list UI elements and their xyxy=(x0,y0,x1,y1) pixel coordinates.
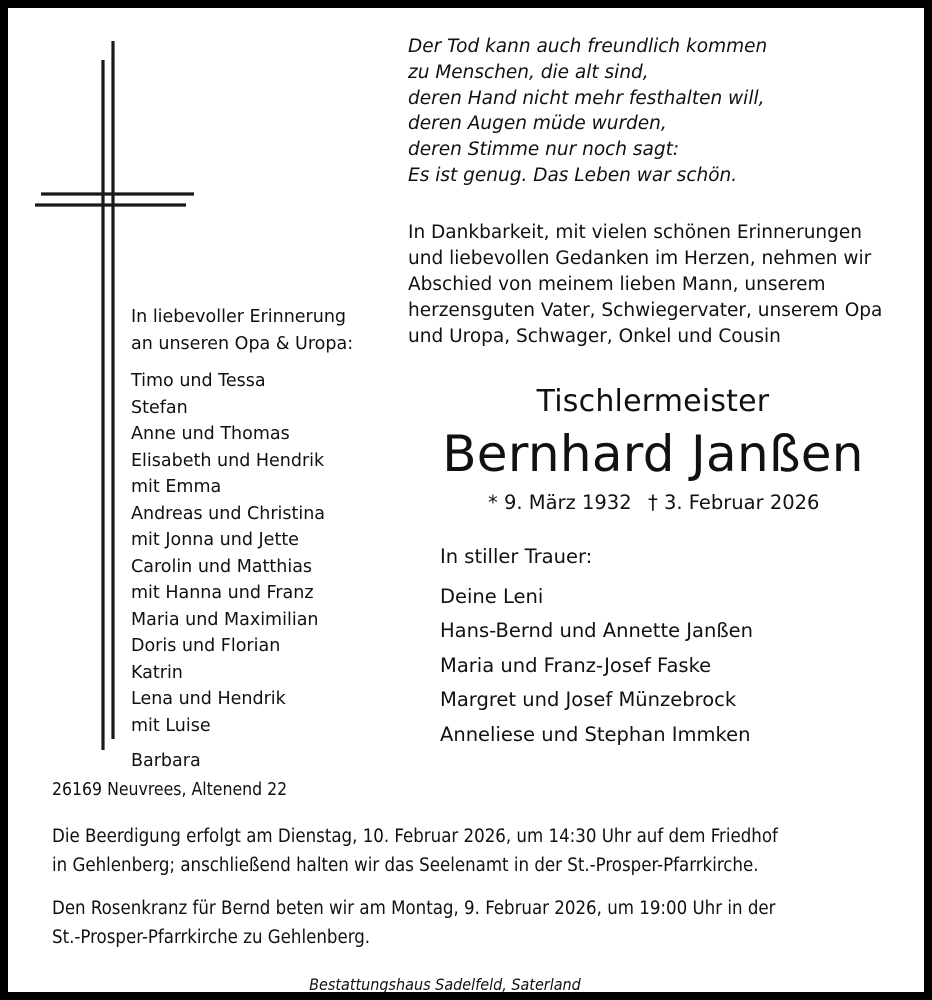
family-children: mit Luise xyxy=(131,715,211,736)
list-item xyxy=(131,395,381,422)
birth-date: * 9. März 1932 xyxy=(488,490,632,514)
list-item: Margret und Josef Münzebrock xyxy=(440,688,737,712)
poem-line: deren Augen müde wurden, xyxy=(408,113,667,135)
list-item xyxy=(131,660,381,687)
intro-line: Abschied von meinem lieben Mann, unserem xyxy=(408,273,826,295)
poem-line: Der Tod kann auch freundlich kommen xyxy=(408,36,768,57)
address: 26169 Neuvrees, Altenend 22 xyxy=(52,780,288,800)
list-item xyxy=(131,633,381,660)
list-item xyxy=(131,448,381,501)
mourning-heading: In stiller Trauer: xyxy=(440,544,593,568)
poem-line: deren Stimme nur noch sagt: xyxy=(408,139,680,161)
life-dates xyxy=(408,490,898,516)
family-names: Stefan xyxy=(131,397,188,418)
list-item xyxy=(131,554,381,607)
family-names: Lena und Hendrik xyxy=(131,689,286,709)
family-names: Barbara xyxy=(131,751,201,771)
poem-line: deren Hand nicht mehr festhalten will, xyxy=(408,87,765,109)
list-item xyxy=(131,368,381,395)
family-names: Anne und Thomas xyxy=(131,424,290,444)
list-item: Hans-Bernd und Annette Janßen xyxy=(440,619,753,643)
mourners-list xyxy=(440,580,898,753)
intro-line: und Uropa, Schwager, Onkel und Cousin xyxy=(408,325,781,347)
service-details xyxy=(52,778,898,996)
funeral-home-credit: Bestattungshaus Sadelfeld, Saterland xyxy=(309,975,581,994)
family-names: Doris und Florian xyxy=(131,636,281,656)
grandchildren-heading-line-1: In liebevoller Erinnerung xyxy=(131,307,347,327)
list-item xyxy=(131,501,381,554)
funeral-information xyxy=(52,822,898,880)
family-names: Timo und Tessa xyxy=(131,371,266,391)
deceased-name: Bernhard Janßen xyxy=(442,424,864,483)
main-column xyxy=(408,34,898,752)
intro-line: In Dankbarkeit, mit vielen schönen Erinnerungen xyxy=(408,221,862,243)
funeral-line: Die Beerdigung erfolgt am Dienstag, 10. Februar 2026, um 14:30 Uhr auf dem Friedhof xyxy=(52,826,778,847)
profession-title: Tischlermeister xyxy=(536,383,770,419)
family-names: Maria und Maximilian xyxy=(131,609,319,630)
family-names: Carolin und Matthias xyxy=(131,556,313,577)
rosary-information xyxy=(52,894,898,952)
list-item: Maria und Franz-Josef Faske xyxy=(440,653,712,677)
grandchildren-column xyxy=(131,304,381,775)
family-children: mit Emma xyxy=(131,477,222,497)
grandchildren-heading xyxy=(131,304,381,358)
poem-line: Es ist genug. Das Leben war schön. xyxy=(408,164,738,186)
family-names: Elisabeth und Hendrik xyxy=(131,450,325,471)
list-item xyxy=(131,686,381,739)
intro-line: herzensguten Vater, Schwiegervater, unserem Opa xyxy=(408,299,883,321)
poem-line: zu Menschen, die alt sind, xyxy=(408,61,649,83)
family-names: Andreas und Christina xyxy=(131,503,326,524)
grandchildren-list xyxy=(131,368,381,775)
family-children: mit Jonna und Jette xyxy=(131,530,299,550)
rosary-line: Den Rosenkranz für Bernd beten wir am Montag, 9. Februar 2026, um 19:00 Uhr in der xyxy=(52,898,776,919)
funeral-line: in Gehlenberg; anschließend halten wir das Seelenamt in der St.-Prosper-Pfarrkirche. xyxy=(52,855,759,876)
death-date: † 3. Februar 2026 xyxy=(648,490,820,514)
list-item: Deine Leni xyxy=(440,584,544,608)
list-item xyxy=(131,607,381,634)
grandchildren-heading-line-2: an unseren Opa & Uropa: xyxy=(131,334,354,354)
introduction-text xyxy=(408,220,898,350)
list-item xyxy=(131,421,381,448)
intro-line: und liebevollen Gedanken im Herzen, nehmen wir xyxy=(408,247,872,269)
list-item xyxy=(131,748,381,775)
rosary-line: St.-Prosper-Pfarrkirche zu Gehlenberg. xyxy=(52,927,371,948)
family-children: mit Hanna und Franz xyxy=(131,583,314,603)
list-item: Anneliese und Stephan Immken xyxy=(440,722,751,746)
memorial-poem xyxy=(408,34,898,189)
family-names: Katrin xyxy=(131,662,183,683)
